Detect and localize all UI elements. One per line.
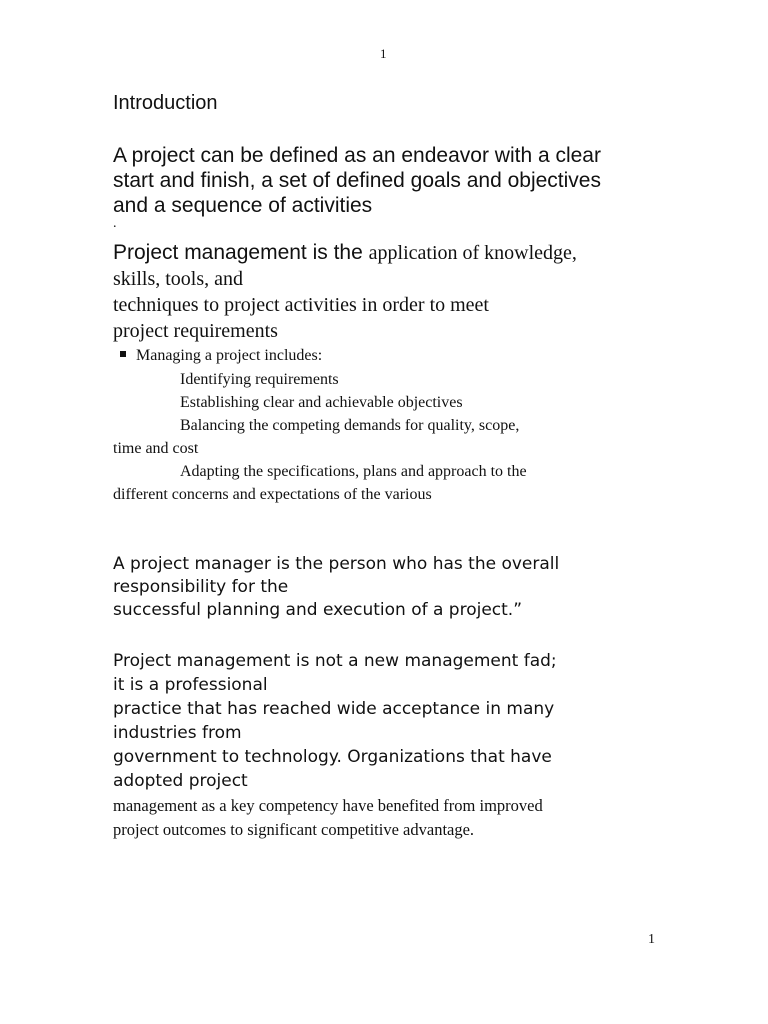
para4-line6: adopted project	[113, 771, 248, 791]
para2-line3: techniques to project activities in order to meet	[113, 294, 489, 316]
para1-line1: A project can be defined as an endeavor with a clear	[113, 144, 601, 167]
list-item-adapting-cont: different concerns and expectations of the various	[113, 486, 432, 503]
list-item-establishing: Establishing clear and achievable objectives	[180, 394, 463, 411]
para2-line1-sans: Project management is the	[113, 241, 369, 264]
para4-line1: Project management is not a new management fad;	[113, 651, 557, 671]
bullet-list-intro: Managing a project includes:	[136, 347, 323, 364]
para4-line2: it is a professional	[113, 675, 268, 695]
para4-line5: government to technology. Organizations that have	[113, 747, 552, 767]
para2-line1-serif: application of knowledge,	[368, 242, 577, 264]
para4-line4: industries from	[113, 723, 242, 743]
para3-line2: responsibility for the	[113, 577, 289, 597]
para1-line3: and a sequence of activities	[113, 194, 373, 217]
para4-line3: practice that has reached wide acceptance in many	[113, 699, 555, 719]
bullet-list-item	[120, 347, 322, 365]
page-number-top: 1	[380, 46, 387, 61]
list-item-balancing: Balancing the competing demands for quality, scope,	[180, 417, 520, 434]
list-item-adapting: Adapting the specifications, plans and approach to the	[180, 463, 527, 480]
para2-line4: project requirements	[113, 320, 278, 342]
para2-line1	[113, 240, 577, 265]
section-heading: Introduction	[113, 92, 218, 114]
square-bullet-icon	[120, 351, 126, 357]
para3-line3: successful planning and execution of a project.”	[113, 600, 523, 620]
list-item-balancing-cont: time and cost	[113, 440, 199, 457]
list-item-identifying: Identifying requirements	[180, 371, 339, 388]
para2-line2: skills, tools, and	[113, 268, 244, 290]
stray-period: .	[113, 216, 117, 231]
para5-line1: management as a key competency have benefited from improved	[113, 796, 543, 815]
para3-line1: A project manager is the person who has the overall	[113, 554, 560, 574]
para1-line2: start and finish, a set of defined goals and objectives	[113, 169, 601, 192]
page-number-bottom: 1	[648, 932, 655, 947]
para5-line2: project outcomes to significant competitive advantage.	[113, 820, 475, 839]
